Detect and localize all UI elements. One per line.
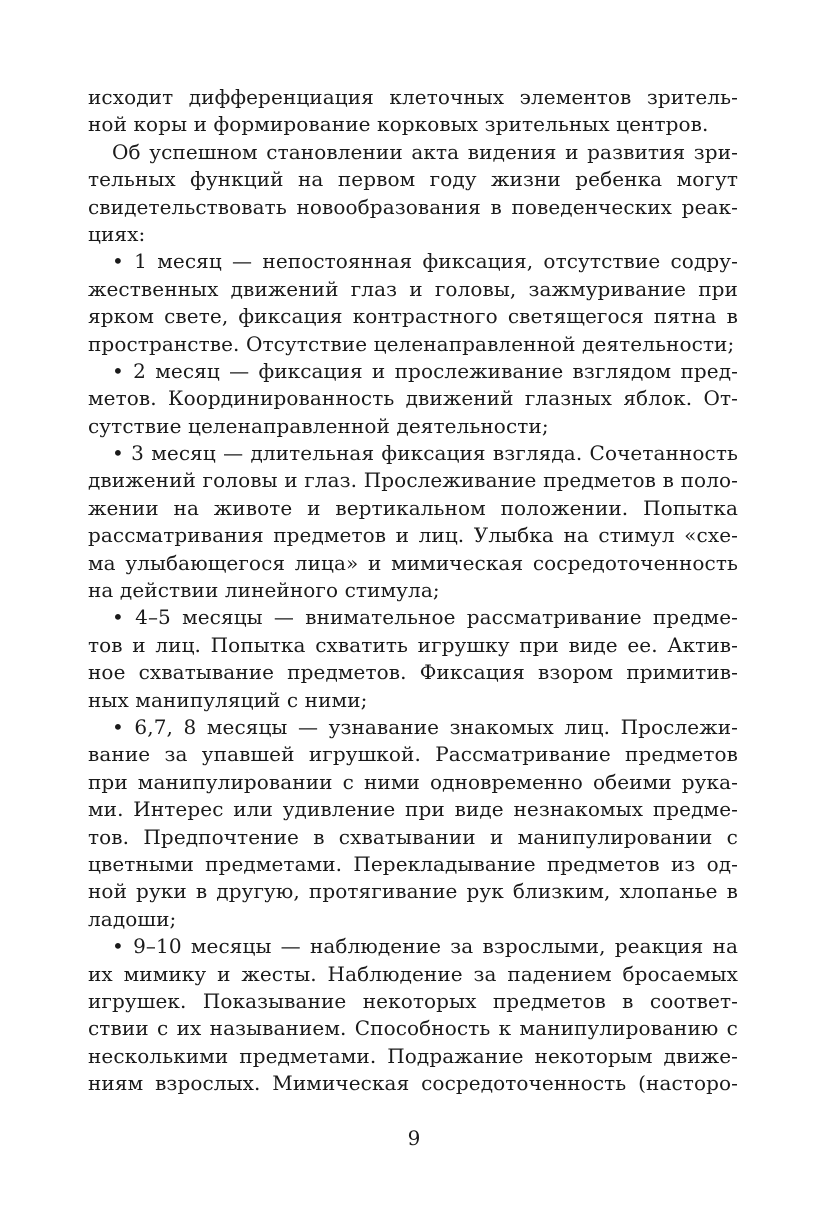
text-line: свидетельствовать новообразования в поведенческих реак-	[88, 194, 738, 219]
text-line: рассматривания предметов и лиц. Улыбка на стимул «схе-	[88, 523, 738, 548]
text-line: Об успешном становлении акта видения и развития зри-	[112, 139, 738, 164]
text-line: ное схватывание предметов. Фиксация взором примитив-	[88, 660, 738, 685]
list-item-line: • 3 месяц — длительная фиксация взгляда. Сочетанность	[112, 441, 738, 466]
text-line: ной коры и формирование корковых зрительных центров.	[88, 112, 709, 137]
list-item-line: • 6,7, 8 месяцы — узнавание знакомых лиц. Прослежи-	[112, 714, 738, 739]
text-line: на действии линейного стимула;	[88, 578, 440, 603]
text-line: циях:	[88, 221, 146, 246]
text-line: при манипулировании с ними одновременно обеими рука-	[88, 769, 738, 794]
text-line: ниям взрослых. Мимическая сосредоточенность (насторо-	[88, 1071, 738, 1096]
text-line: жественных движений глаз и головы, зажмуривание при	[88, 276, 738, 301]
text-line: пространстве. Отсутствие целенаправленной деятельности;	[88, 331, 735, 356]
text-line: тельных функций на первом году жизни ребенка могут	[88, 167, 738, 192]
text-line: тов и лиц. Попытка схватить игрушку при виде ее. Актив-	[88, 632, 738, 657]
page-text-body	[88, 84, 738, 1097]
list-item-line: • 4–5 месяцы — внимательное рассматривание предме-	[112, 605, 738, 630]
text-line: ствии с их называнием. Способность к манипулированию с	[88, 1016, 738, 1041]
text-line: движений головы и глаз. Прослеживание предметов в поло-	[88, 468, 738, 493]
text-line: исходит дифференциация клеточных элементов зритель-	[88, 85, 738, 109]
text-line: жении на животе и вертикальном положении. Попытка	[88, 495, 738, 520]
text-line: игрушек. Показывание некоторых предметов в соответ-	[88, 988, 738, 1013]
text-line: ных манипуляций с ними;	[88, 687, 368, 712]
text-line: ма улыбающегося лица» и мимическая сосредоточенность	[88, 550, 738, 575]
text-line: их мимику и жесты. Наблюдение за падением бросаемых	[88, 961, 738, 986]
list-item-line: • 2 месяц — фиксация и прослеживание взглядом пред-	[112, 358, 738, 383]
text-line: ной руки в другую, протягивание рук близким, хлопанье в	[88, 879, 738, 904]
text-line: цветными предметами. Перекладывание предметов из од-	[88, 851, 738, 876]
list-item-line: • 9–10 месяцы — наблюдение за взрослыми, реакция на	[112, 934, 738, 959]
text-line: вание за упавшей игрушкой. Рассматривание предметов	[88, 742, 738, 767]
text-line: несколькими предметами. Подражание некоторым движе-	[88, 1043, 738, 1068]
text-line: тов. Предпочтение в схватывании и манипулировании с	[88, 824, 738, 849]
text-line: ярком свете, фиксация контрастного светящегося пятна в	[88, 304, 738, 329]
text-line: ладоши;	[88, 906, 177, 931]
list-item-line: • 1 месяц — непостоянная фиксация, отсутствие содру-	[112, 249, 738, 274]
text-line: ми. Интерес или удивление при виде незнакомых предме-	[88, 797, 738, 822]
text-line: сутствие целенаправленной деятельности;	[88, 413, 549, 438]
page-number: 9	[407, 1126, 421, 1150]
text-line: метов. Координированность движений глазных яблок. От-	[88, 386, 738, 411]
